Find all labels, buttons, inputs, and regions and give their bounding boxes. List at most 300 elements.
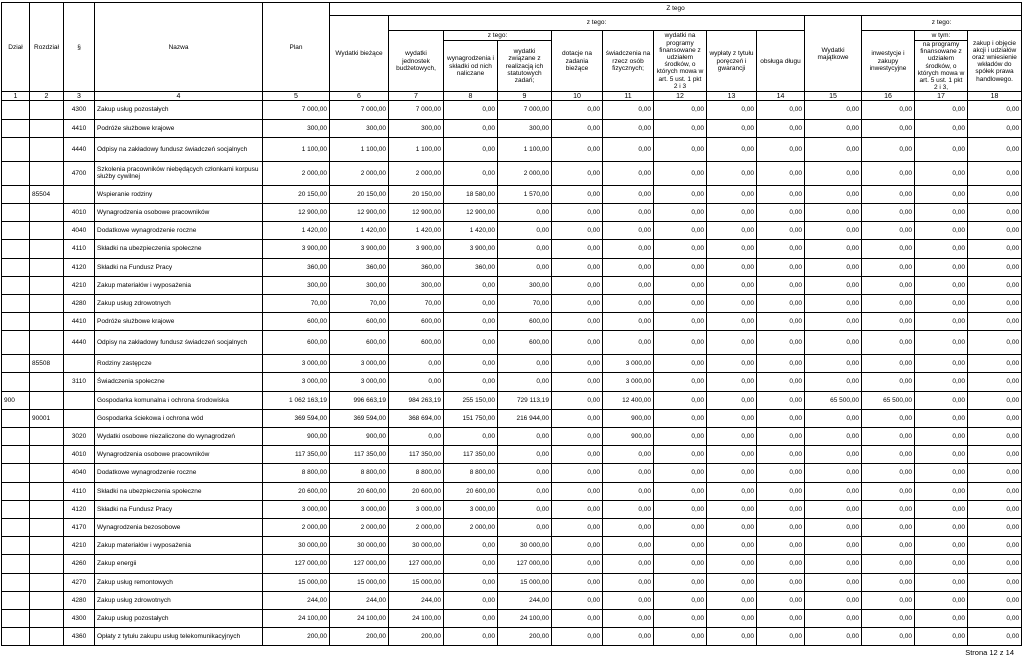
cell-value: 0,00 bbox=[654, 119, 707, 137]
cell-value: 0,00 bbox=[552, 391, 603, 409]
cell-value: 0,00 bbox=[805, 294, 862, 312]
cell-value: 0,00 bbox=[707, 428, 757, 446]
cell-value: 200,00 bbox=[330, 628, 389, 646]
cell-value: 0,00 bbox=[552, 373, 603, 391]
cell-paragraf: 4410 bbox=[64, 313, 95, 331]
cell-value: 0,00 bbox=[552, 609, 603, 627]
cell-nazwa: Gospodarka ściekowa i ochrona wód bbox=[95, 409, 263, 427]
cell-value: 7 000,00 bbox=[263, 101, 330, 119]
cell-nazwa: Wynagrodzenia bezosobowe bbox=[95, 518, 263, 536]
cell-value: 0,00 bbox=[444, 101, 498, 119]
cell-paragraf: 4300 bbox=[64, 101, 95, 119]
cell-value: 0,00 bbox=[498, 482, 552, 500]
cell-nazwa: Zakup energii bbox=[95, 555, 263, 573]
cell-value: 0,00 bbox=[552, 464, 603, 482]
column-number: 2 bbox=[30, 92, 64, 101]
cell-value: 18 580,00 bbox=[444, 185, 498, 203]
cell-value: 0,00 bbox=[552, 294, 603, 312]
cell-value: 1 100,00 bbox=[389, 137, 444, 161]
table-row bbox=[2, 446, 1022, 464]
cell-value: 0,00 bbox=[654, 240, 707, 258]
cell-value: 0,00 bbox=[498, 373, 552, 391]
cell-value: 0,00 bbox=[707, 355, 757, 373]
cell-value: 0,00 bbox=[805, 428, 862, 446]
cell-value: 30 000,00 bbox=[389, 537, 444, 555]
column-number-row bbox=[2, 92, 1022, 101]
cell-value: 0,00 bbox=[757, 628, 805, 646]
cell-rozdzial bbox=[30, 137, 64, 161]
cell-value: 0,00 bbox=[968, 500, 1022, 518]
cell-value: 0,00 bbox=[968, 185, 1022, 203]
cell-value: 0,00 bbox=[915, 222, 968, 240]
cell-value: 0,00 bbox=[707, 555, 757, 573]
table-row bbox=[2, 409, 1022, 427]
cell-value: 600,00 bbox=[330, 313, 389, 331]
cell-value: 0,00 bbox=[707, 240, 757, 258]
cell-value: 0,00 bbox=[498, 203, 552, 221]
cell-value: 0,00 bbox=[552, 555, 603, 573]
cell-value: 127 000,00 bbox=[498, 555, 552, 573]
cell-value: 0,00 bbox=[603, 482, 654, 500]
cell-value: 0,00 bbox=[915, 137, 968, 161]
cell-value: 15 000,00 bbox=[330, 573, 389, 591]
table-row bbox=[2, 161, 1022, 185]
cell-value: 1 062 163,19 bbox=[263, 391, 330, 409]
cell-value: 300,00 bbox=[330, 276, 389, 294]
cell-value: 0,00 bbox=[862, 240, 915, 258]
cell-value: 0,00 bbox=[603, 591, 654, 609]
cell-value: 0,00 bbox=[757, 428, 805, 446]
cell-value: 0,00 bbox=[603, 294, 654, 312]
header-inwestycje: inwestycje i zakupy inwestycyjne bbox=[862, 31, 915, 92]
header-w-tym: w tym: bbox=[915, 31, 968, 41]
cell-rozdzial bbox=[30, 313, 64, 331]
column-number: 10 bbox=[552, 92, 603, 101]
cell-rozdzial bbox=[30, 428, 64, 446]
cell-dzial bbox=[2, 500, 30, 518]
cell-value: 0,00 bbox=[805, 222, 862, 240]
cell-value: 65 500,00 bbox=[862, 391, 915, 409]
header-nazwa: Nazwa bbox=[95, 3, 263, 92]
cell-value: 0,00 bbox=[805, 446, 862, 464]
cell-value: 900,00 bbox=[263, 428, 330, 446]
cell-value: 0,00 bbox=[603, 313, 654, 331]
cell-value: 15 000,00 bbox=[263, 573, 330, 591]
cell-value: 0,00 bbox=[968, 258, 1022, 276]
cell-value: 2 000,00 bbox=[330, 518, 389, 536]
cell-nazwa: Zakup usług pozostałych bbox=[95, 101, 263, 119]
cell-value: 0,00 bbox=[915, 391, 968, 409]
cell-nazwa: Szkolenia pracowników niebędących członkami korpusu służby cywilnej bbox=[95, 161, 263, 185]
cell-value: 1 420,00 bbox=[389, 222, 444, 240]
table-row bbox=[2, 119, 1022, 137]
cell-nazwa: Wynagrodzenia osobowe pracowników bbox=[95, 446, 263, 464]
cell-value: 0,00 bbox=[915, 409, 968, 427]
cell-value: 600,00 bbox=[263, 331, 330, 355]
cell-paragraf: 4170 bbox=[64, 518, 95, 536]
cell-value: 0,00 bbox=[862, 137, 915, 161]
cell-nazwa: Podróże służbowe krajowe bbox=[95, 313, 263, 331]
cell-dzial bbox=[2, 555, 30, 573]
cell-dzial bbox=[2, 331, 30, 355]
header-zakup-akcji: zakup i objęcie akcji i udziałów oraz wniesienie wkładów do spółek prawa handlowego. bbox=[968, 31, 1022, 92]
cell-value: 0,00 bbox=[862, 555, 915, 573]
cell-paragraf: 4270 bbox=[64, 573, 95, 591]
cell-value: 0,00 bbox=[862, 428, 915, 446]
cell-value: 0,00 bbox=[707, 482, 757, 500]
cell-value: 360,00 bbox=[263, 258, 330, 276]
cell-value: 369 594,00 bbox=[330, 409, 389, 427]
cell-value: 0,00 bbox=[968, 276, 1022, 294]
cell-rozdzial bbox=[30, 518, 64, 536]
cell-value: 0,00 bbox=[444, 161, 498, 185]
cell-value: 0,00 bbox=[915, 258, 968, 276]
cell-paragraf: 4110 bbox=[64, 240, 95, 258]
cell-value: 300,00 bbox=[389, 119, 444, 137]
cell-value: 0,00 bbox=[757, 573, 805, 591]
cell-value: 0,00 bbox=[805, 464, 862, 482]
cell-value: 0,00 bbox=[805, 276, 862, 294]
cell-dzial bbox=[2, 446, 30, 464]
cell-dzial bbox=[2, 628, 30, 646]
column-number: 4 bbox=[95, 92, 263, 101]
cell-value: 0,00 bbox=[805, 518, 862, 536]
cell-value: 0,00 bbox=[862, 482, 915, 500]
cell-value: 24 100,00 bbox=[330, 609, 389, 627]
cell-value: 0,00 bbox=[707, 331, 757, 355]
cell-value: 0,00 bbox=[552, 518, 603, 536]
cell-value: 255 150,00 bbox=[444, 391, 498, 409]
cell-value: 0,00 bbox=[915, 573, 968, 591]
cell-value: 0,00 bbox=[757, 391, 805, 409]
cell-value: 0,00 bbox=[805, 628, 862, 646]
cell-value: 0,00 bbox=[915, 482, 968, 500]
cell-value: 0,00 bbox=[757, 240, 805, 258]
cell-nazwa: Zakup usług zdrowotnych bbox=[95, 294, 263, 312]
column-number: 7 bbox=[389, 92, 444, 101]
cell-value: 0,00 bbox=[552, 258, 603, 276]
table-row bbox=[2, 518, 1022, 536]
cell-paragraf: 4280 bbox=[64, 591, 95, 609]
cell-dzial bbox=[2, 609, 30, 627]
cell-value: 0,00 bbox=[707, 101, 757, 119]
cell-value: 0,00 bbox=[654, 591, 707, 609]
cell-value: 20 150,00 bbox=[389, 185, 444, 203]
cell-value: 117 350,00 bbox=[330, 446, 389, 464]
cell-value: 0,00 bbox=[603, 609, 654, 627]
cell-value: 0,00 bbox=[757, 119, 805, 137]
cell-value: 0,00 bbox=[757, 185, 805, 203]
cell-value: 127 000,00 bbox=[330, 555, 389, 573]
cell-rozdzial bbox=[30, 391, 64, 409]
cell-value: 0,00 bbox=[654, 258, 707, 276]
cell-value: 0,00 bbox=[552, 573, 603, 591]
cell-value: 0,00 bbox=[552, 537, 603, 555]
cell-value: 0,00 bbox=[862, 464, 915, 482]
cell-rozdzial bbox=[30, 161, 64, 185]
cell-value: 300,00 bbox=[263, 119, 330, 137]
table-row bbox=[2, 185, 1022, 203]
cell-value: 0,00 bbox=[603, 119, 654, 137]
header-swiadczenia: świadczenia na rzecz osób fizycznych; bbox=[603, 31, 654, 92]
cell-value: 0,00 bbox=[757, 591, 805, 609]
cell-value: 0,00 bbox=[862, 331, 915, 355]
cell-value: 0,00 bbox=[552, 628, 603, 646]
cell-dzial bbox=[2, 537, 30, 555]
column-number: 16 bbox=[862, 92, 915, 101]
cell-value: 0,00 bbox=[603, 185, 654, 203]
cell-paragraf bbox=[64, 185, 95, 203]
cell-value: 7 000,00 bbox=[498, 101, 552, 119]
cell-value: 0,00 bbox=[552, 446, 603, 464]
cell-value: 117 350,00 bbox=[263, 446, 330, 464]
cell-value: 12 400,00 bbox=[603, 391, 654, 409]
cell-value: 0,00 bbox=[552, 313, 603, 331]
cell-value: 0,00 bbox=[915, 628, 968, 646]
cell-nazwa: Dodatkowe wynagrodzenie roczne bbox=[95, 222, 263, 240]
cell-value: 0,00 bbox=[389, 373, 444, 391]
cell-nazwa: Wynagrodzenia osobowe pracowników bbox=[95, 203, 263, 221]
cell-value: 0,00 bbox=[968, 294, 1022, 312]
cell-value: 0,00 bbox=[603, 555, 654, 573]
cell-value: 0,00 bbox=[603, 203, 654, 221]
cell-value: 600,00 bbox=[389, 313, 444, 331]
cell-paragraf: 4120 bbox=[64, 500, 95, 518]
cell-value: 0,00 bbox=[498, 355, 552, 373]
cell-value: 0,00 bbox=[603, 537, 654, 555]
cell-value: 996 663,19 bbox=[330, 391, 389, 409]
cell-value: 0,00 bbox=[915, 240, 968, 258]
cell-nazwa: Zakup materiałów i wyposażenia bbox=[95, 537, 263, 555]
cell-value: 0,00 bbox=[915, 101, 968, 119]
column-number: 1 bbox=[2, 92, 30, 101]
cell-rozdzial bbox=[30, 222, 64, 240]
header-wydatki-jednostek: wydatki jednostek budżetowych, bbox=[389, 31, 444, 92]
cell-value: 0,00 bbox=[805, 101, 862, 119]
cell-value: 0,00 bbox=[968, 482, 1022, 500]
cell-value: 30 000,00 bbox=[498, 537, 552, 555]
cell-nazwa: Świadczenia społeczne bbox=[95, 373, 263, 391]
cell-value: 0,00 bbox=[915, 591, 968, 609]
cell-value: 2 000,00 bbox=[263, 161, 330, 185]
cell-value: 0,00 bbox=[915, 555, 968, 573]
cell-value: 0,00 bbox=[444, 537, 498, 555]
cell-value: 0,00 bbox=[805, 355, 862, 373]
cell-value: 0,00 bbox=[757, 464, 805, 482]
header-wydatki-programy: wydatki na programy finansowane z udziałem środków, o których mowa w art. 5 ust. 1 pkt 2 i 3 bbox=[654, 31, 707, 92]
cell-rozdzial bbox=[30, 373, 64, 391]
cell-value: 0,00 bbox=[707, 137, 757, 161]
cell-value: 0,00 bbox=[915, 313, 968, 331]
cell-nazwa: Zakup usług zdrowotnych bbox=[95, 591, 263, 609]
cell-dzial bbox=[2, 185, 30, 203]
cell-nazwa: Rodziny zastępcze bbox=[95, 355, 263, 373]
cell-dzial bbox=[2, 355, 30, 373]
column-number: 12 bbox=[654, 92, 707, 101]
cell-value: 2 000,00 bbox=[330, 161, 389, 185]
cell-value: 0,00 bbox=[654, 573, 707, 591]
cell-value: 600,00 bbox=[498, 331, 552, 355]
cell-paragraf: 4280 bbox=[64, 294, 95, 312]
cell-value: 0,00 bbox=[603, 573, 654, 591]
cell-value: 0,00 bbox=[805, 203, 862, 221]
cell-value: 0,00 bbox=[915, 294, 968, 312]
cell-value: 8 800,00 bbox=[389, 464, 444, 482]
cell-value: 0,00 bbox=[654, 185, 707, 203]
cell-value: 8 800,00 bbox=[330, 464, 389, 482]
cell-value: 0,00 bbox=[498, 258, 552, 276]
cell-value: 0,00 bbox=[498, 222, 552, 240]
cell-nazwa: Dodatkowe wynagrodzenie roczne bbox=[95, 464, 263, 482]
cell-value: 3 000,00 bbox=[330, 500, 389, 518]
cell-rozdzial bbox=[30, 331, 64, 355]
cell-value: 0,00 bbox=[654, 409, 707, 427]
cell-value: 3 900,00 bbox=[330, 240, 389, 258]
cell-value: 65 500,00 bbox=[805, 391, 862, 409]
cell-value: 0,00 bbox=[805, 537, 862, 555]
cell-paragraf: 4210 bbox=[64, 276, 95, 294]
table-row bbox=[2, 137, 1022, 161]
column-number: 17 bbox=[915, 92, 968, 101]
cell-value: 0,00 bbox=[552, 591, 603, 609]
cell-value: 0,00 bbox=[707, 573, 757, 591]
cell-paragraf: 4120 bbox=[64, 258, 95, 276]
cell-value: 0,00 bbox=[603, 240, 654, 258]
cell-value: 0,00 bbox=[654, 161, 707, 185]
table-row bbox=[2, 331, 1022, 355]
cell-value: 0,00 bbox=[498, 518, 552, 536]
cell-value: 900,00 bbox=[330, 428, 389, 446]
table-row bbox=[2, 573, 1022, 591]
cell-rozdzial bbox=[30, 628, 64, 646]
cell-value: 0,00 bbox=[915, 185, 968, 203]
cell-value: 0,00 bbox=[968, 537, 1022, 555]
table-row bbox=[2, 203, 1022, 221]
cell-value: 0,00 bbox=[707, 591, 757, 609]
cell-value: 0,00 bbox=[707, 119, 757, 137]
cell-value: 0,00 bbox=[757, 446, 805, 464]
cell-value: 0,00 bbox=[805, 373, 862, 391]
cell-nazwa: Podróże służbowe krajowe bbox=[95, 119, 263, 137]
cell-value: 12 900,00 bbox=[389, 203, 444, 221]
table-body bbox=[2, 101, 1022, 646]
cell-value: 0,00 bbox=[552, 161, 603, 185]
cell-value: 0,00 bbox=[968, 609, 1022, 627]
cell-dzial: 900 bbox=[2, 391, 30, 409]
cell-value: 0,00 bbox=[968, 464, 1022, 482]
cell-value: 0,00 bbox=[654, 537, 707, 555]
cell-value: 127 000,00 bbox=[389, 555, 444, 573]
cell-value: 0,00 bbox=[915, 609, 968, 627]
cell-paragraf: 4360 bbox=[64, 628, 95, 646]
table-row bbox=[2, 313, 1022, 331]
cell-value: 0,00 bbox=[915, 373, 968, 391]
column-number: 5 bbox=[263, 92, 330, 101]
cell-value: 151 750,00 bbox=[444, 409, 498, 427]
column-number: 11 bbox=[603, 92, 654, 101]
cell-dzial bbox=[2, 137, 30, 161]
column-number: 15 bbox=[805, 92, 862, 101]
cell-value: 600,00 bbox=[498, 313, 552, 331]
cell-value: 20 600,00 bbox=[389, 482, 444, 500]
table-row bbox=[2, 373, 1022, 391]
cell-value: 0,00 bbox=[915, 537, 968, 555]
cell-value: 0,00 bbox=[915, 500, 968, 518]
cell-value: 0,00 bbox=[654, 373, 707, 391]
cell-value: 0,00 bbox=[862, 609, 915, 627]
cell-value: 3 000,00 bbox=[330, 373, 389, 391]
cell-value: 0,00 bbox=[915, 331, 968, 355]
cell-nazwa: Gospodarka komunalna i ochrona środowiska bbox=[95, 391, 263, 409]
cell-value: 117 350,00 bbox=[389, 446, 444, 464]
cell-value: 0,00 bbox=[552, 276, 603, 294]
cell-value: 0,00 bbox=[552, 240, 603, 258]
cell-dzial bbox=[2, 518, 30, 536]
cell-value: 0,00 bbox=[757, 203, 805, 221]
cell-value: 900,00 bbox=[603, 428, 654, 446]
table-row bbox=[2, 355, 1022, 373]
cell-value: 0,00 bbox=[654, 203, 707, 221]
cell-value: 0,00 bbox=[757, 500, 805, 518]
cell-nazwa: Składki na Fundusz Pracy bbox=[95, 258, 263, 276]
cell-paragraf: 4700 bbox=[64, 161, 95, 185]
cell-value: 200,00 bbox=[263, 628, 330, 646]
table-header bbox=[2, 3, 1022, 101]
cell-paragraf: 4300 bbox=[64, 609, 95, 627]
cell-value: 20 150,00 bbox=[330, 185, 389, 203]
cell-value: 0,00 bbox=[968, 203, 1022, 221]
cell-value: 0,00 bbox=[862, 276, 915, 294]
cell-value: 0,00 bbox=[968, 573, 1022, 591]
cell-value: 3 900,00 bbox=[389, 240, 444, 258]
cell-value: 12 900,00 bbox=[444, 203, 498, 221]
cell-value: 360,00 bbox=[389, 258, 444, 276]
cell-value: 70,00 bbox=[330, 294, 389, 312]
cell-value: 0,00 bbox=[805, 609, 862, 627]
cell-value: 0,00 bbox=[552, 185, 603, 203]
header-rozdzial: Rozdział bbox=[30, 3, 64, 92]
cell-value: 0,00 bbox=[805, 185, 862, 203]
cell-value: 0,00 bbox=[915, 203, 968, 221]
table-row bbox=[2, 555, 1022, 573]
header-dzial: Dział bbox=[2, 3, 30, 92]
cell-value: 0,00 bbox=[654, 428, 707, 446]
cell-value: 20 600,00 bbox=[330, 482, 389, 500]
table-row bbox=[2, 628, 1022, 646]
cell-value: 2 000,00 bbox=[498, 161, 552, 185]
cell-value: 15 000,00 bbox=[389, 573, 444, 591]
cell-value: 0,00 bbox=[968, 446, 1022, 464]
cell-value: 0,00 bbox=[757, 355, 805, 373]
cell-paragraf: 4010 bbox=[64, 203, 95, 221]
cell-paragraf: 4260 bbox=[64, 555, 95, 573]
column-number: 8 bbox=[444, 92, 498, 101]
cell-value: 0,00 bbox=[915, 518, 968, 536]
cell-rozdzial bbox=[30, 591, 64, 609]
cell-value: 300,00 bbox=[498, 276, 552, 294]
cell-value: 984 263,19 bbox=[389, 391, 444, 409]
cell-value: 3 000,00 bbox=[263, 500, 330, 518]
cell-value: 0,00 bbox=[915, 161, 968, 185]
cell-value: 0,00 bbox=[805, 555, 862, 573]
cell-value: 0,00 bbox=[862, 258, 915, 276]
header-wydatki-zwiazane: wydatki związane z realizacją ich statutowych zadań; bbox=[498, 41, 552, 92]
cell-value: 0,00 bbox=[654, 294, 707, 312]
cell-value: 30 000,00 bbox=[330, 537, 389, 555]
cell-value: 0,00 bbox=[862, 446, 915, 464]
cell-value: 0,00 bbox=[707, 185, 757, 203]
cell-value: 0,00 bbox=[862, 373, 915, 391]
